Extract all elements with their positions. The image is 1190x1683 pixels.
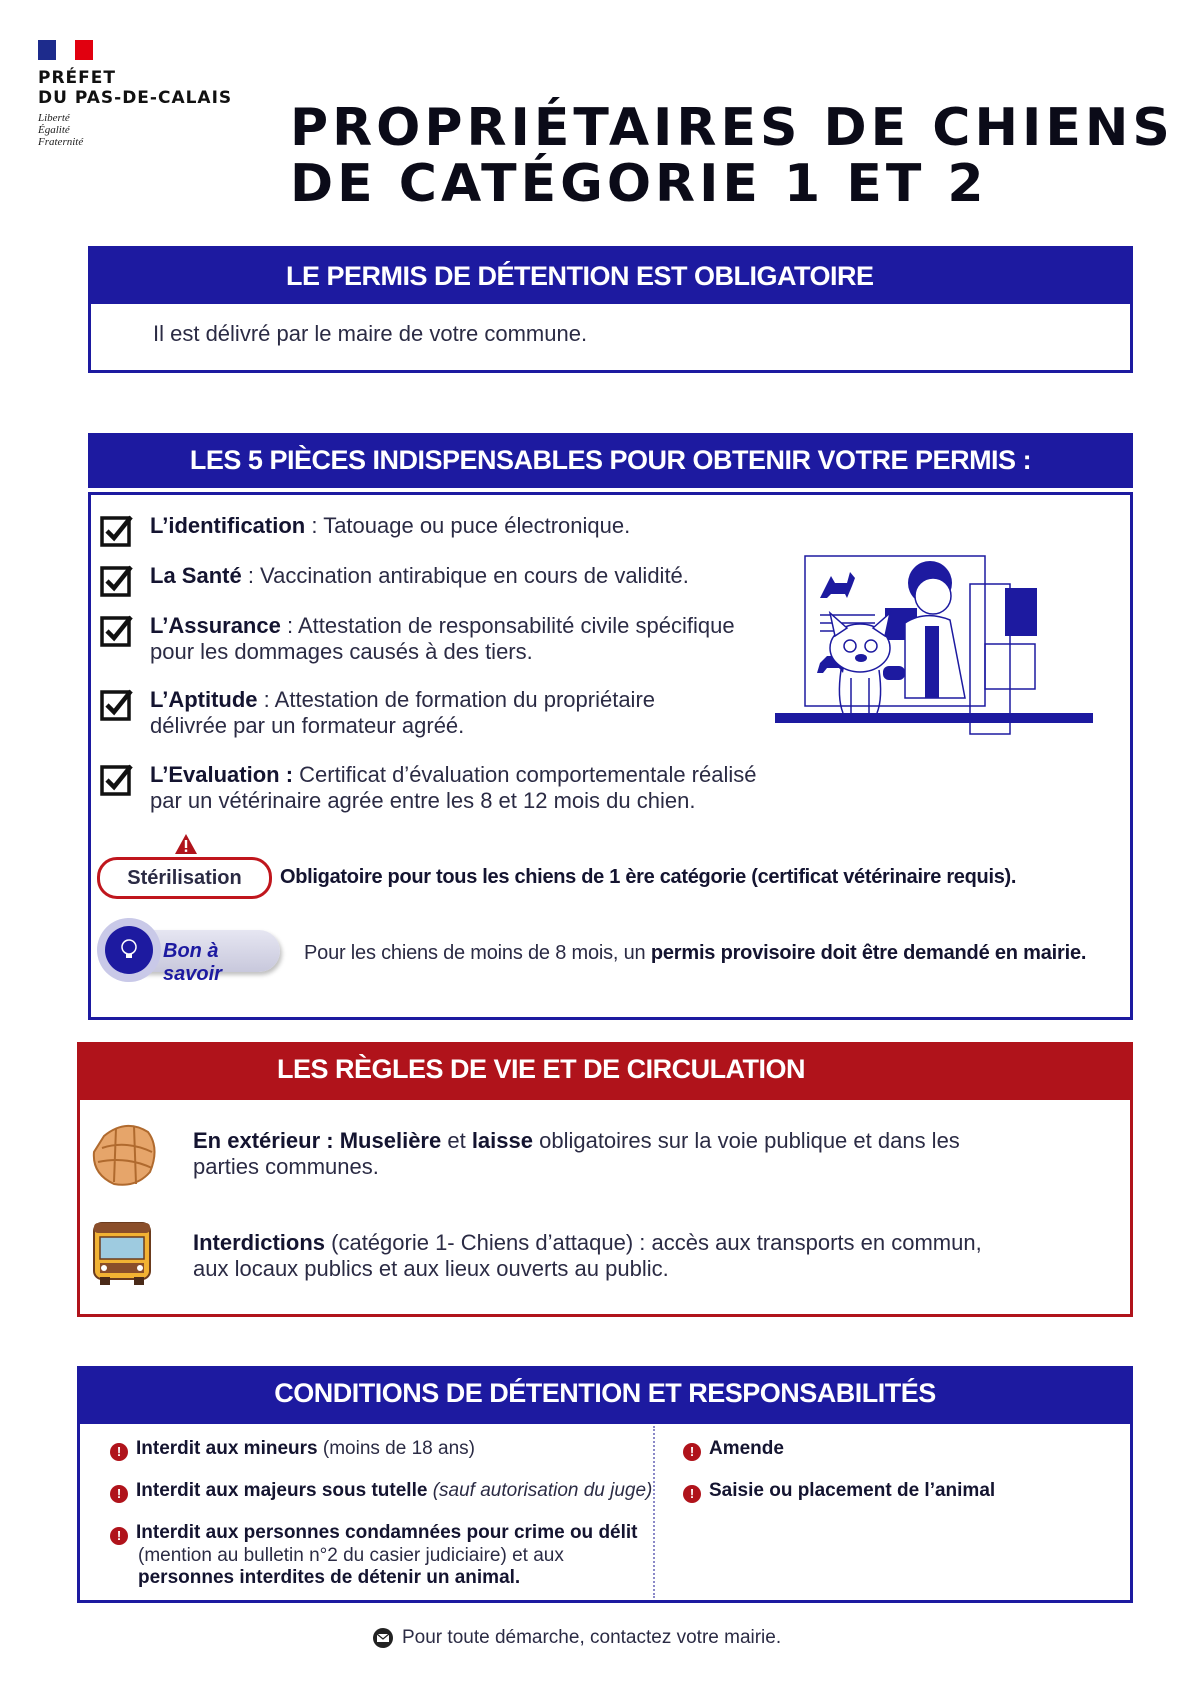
exclamation-icon: ! (683, 1443, 701, 1461)
piece-item: L’Assurance : Attestation de responsabilité civile spécifique pour les dommages causés à des tiers. (150, 613, 735, 664)
pieces-heading: LES 5 PIÈCES INDISPENSABLES POUR OBTENIR VOTRE PERMIS : (88, 433, 1133, 488)
warning-icon (174, 833, 198, 855)
permis-section (88, 246, 1133, 373)
bus-icon (90, 1221, 154, 1287)
prefecture-logo (38, 40, 278, 148)
exclamation-icon: ! (683, 1485, 701, 1503)
french-flag-icon (38, 40, 93, 60)
exterieur-rule: En extérieur : Muselière et laisse obligatoires sur la voie publique et dans les parties communes. (193, 1128, 960, 1179)
checkbox-icon (100, 762, 134, 796)
lightbulb-icon (119, 938, 139, 962)
regles-heading-bar (77, 1042, 1133, 1097)
bon-a-savoir-text: Pour les chiens de moins de 8 mois, un permis provisoire doit être demandé en mairie. (304, 942, 1087, 964)
regles-heading: LES RÈGLES DE VIE ET DE CIRCULATION (77, 1042, 1133, 1097)
veterinarian-illustration (775, 548, 1095, 768)
permis-heading: LE PERMIS DE DÉTENTION EST OBLIGATOIRE (91, 249, 1130, 304)
piece-item: L’Evaluation : Certificat d’évaluation comportementale réalisé par un vétérinaire agrée entre les 8 et 12 mois du chien. (150, 762, 757, 813)
conditions-heading: CONDITIONS DE DÉTENTION ET RESPONSABILITÉS (77, 1366, 1133, 1421)
condition-item: ! Interdit aux personnes condamnées pour crime ou délit (mention au bulletin n°2 du casier judiciaire) et aux personnes interdites de détenir un animal. (110, 1522, 638, 1589)
checkbox-icon (100, 613, 134, 647)
muzzle-icon (86, 1118, 166, 1190)
envelope-icon (372, 1627, 394, 1649)
sterilisation-text: Obligatoire pour tous les chiens de 1 ère catégorie (certificat vétérinaire requis). (280, 866, 1017, 888)
exclamation-icon: ! (110, 1443, 128, 1461)
permis-text: Il est délivré par le maire de votre commune. (153, 321, 588, 346)
condition-item: ! Saisie ou placement de l’animal (683, 1480, 995, 1503)
piece-item: L’identification : Tatouage ou puce électronique. (150, 513, 631, 538)
checkbox-icon (100, 687, 134, 721)
checkbox-icon (100, 563, 134, 597)
condition-item: ! Interdit aux majeurs sous tutelle (sauf autorisation du juge) (110, 1480, 652, 1503)
condition-item: ! Interdit aux mineurs (moins de 18 ans) (110, 1438, 475, 1461)
interdictions-rule: Interdictions (catégorie 1- Chiens d’attaque) : accès aux transports en commun, aux locaux publics et aux lieux ouverts au public. (193, 1230, 982, 1281)
column-divider (653, 1426, 655, 1598)
bon-a-savoir-label: Bon à savoir (163, 940, 222, 985)
exclamation-icon: ! (110, 1527, 128, 1545)
page-title: PROPRIÉTAIRES DE CHIENS DE CATÉGORIE 1 ET 2 (290, 98, 1174, 214)
piece-item: La Santé : Vaccination antirabique en cours de validité. (150, 563, 689, 588)
footer: Pour toute démarche, contactez votre mairie. (372, 1627, 781, 1649)
org-name: PRÉFET DU PAS-DE-CALAIS (38, 68, 233, 108)
pieces-heading-bar (88, 433, 1133, 488)
condition-item: ! Amende (683, 1438, 784, 1461)
motto: Liberté Égalité Fraternité (38, 112, 84, 148)
sterilisation-badge: Stérilisation (97, 857, 272, 899)
piece-item: L’Aptitude : Attestation de formation du propriétaire délivrée par un formateur agréé. (150, 687, 655, 738)
checkbox-icon (100, 513, 134, 547)
conditions-heading-bar (77, 1366, 1133, 1421)
exclamation-icon: ! (110, 1485, 128, 1503)
bon-a-savoir-badge (97, 918, 280, 983)
